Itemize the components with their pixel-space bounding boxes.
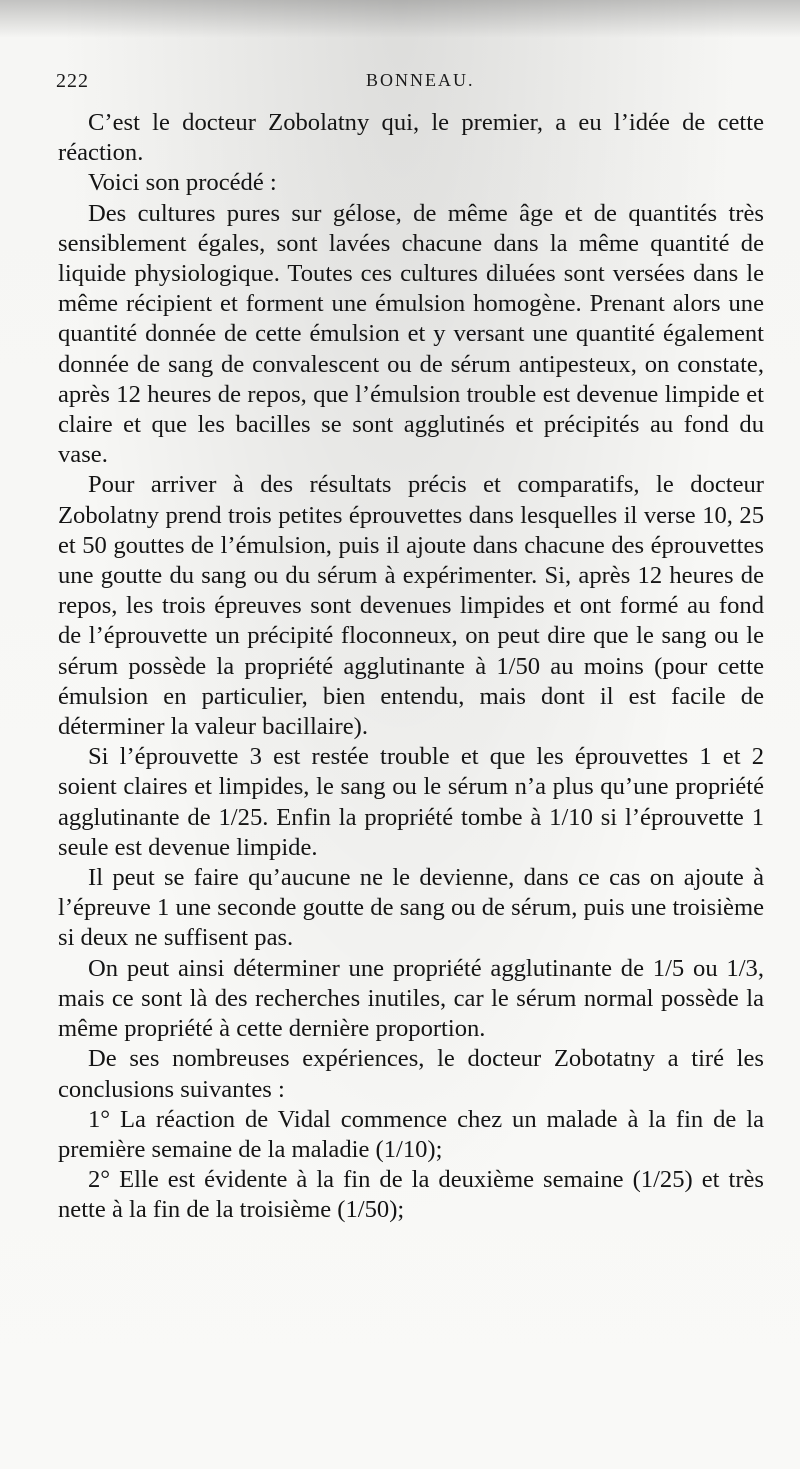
page-header (56, 70, 756, 100)
paragraph: Voici son procédé : (88, 169, 277, 197)
list-item: 2° Elle est évidente à la fin de la deuxième semaine (1/25) et très nette à la fin de la troisième (1/50); (58, 1166, 764, 1224)
list-item: 1° La réaction de Vidal commence chez un malade à la fin de la première semaine de la maladie (1/10); (58, 1105, 764, 1163)
body-text (58, 108, 764, 1226)
paragraph: De ses nombreuses expériences, le docteur Zobotatny a tiré les conclusions suivantes : (58, 1045, 764, 1103)
paragraph: Si l’éprouvette 3 est restée trouble et que les éprouvettes 1 et 2 soient claires et limpides, le sang ou le sérum n’a plus qu’une propriété agglutinante de 1/25. Enfin la propriété tombe à 1/10 si l’éprouvette 1 seule est devenue limpide. (58, 743, 764, 861)
paragraph: C’est le docteur Zobolatny qui, le premier, a eu l’idée de cette réaction. (58, 109, 764, 167)
paragraph: Il peut se faire qu’aucune ne le devienne, dans ce cas on ajoute à l’épreuve 1 une seconde goutte de sang ou de sérum, puis une troisième si deux ne suffisent pas. (58, 864, 764, 952)
page-number: 222 (56, 70, 89, 92)
paragraph: Des cultures pures sur gélose, de même âge et de quantités très sensiblement égales, sont lavées chacune dans la même quantité de liquide physiologique. Toutes ces cultures diluées sont versées dans le même récipient et forment une émulsion homogène. Prenant alors une quantité donnée de cette émulsion et y versant une quantité également donnée de sang de convalescent ou de sérum antipesteux, on constate, après 12 heures de repos, que l’émulsion trouble est devenue limpide et claire et que les bacilles se sont agglutinés et précipités au fond du vase. (58, 199, 764, 469)
paragraph: On peut ainsi déterminer une propriété agglutinante de 1/5 ou 1/3, mais ce sont là des recherches inutiles, car le sérum normal possède la même propriété à cette dernière proportion. (58, 954, 764, 1043)
page-edge-shadow (0, 0, 800, 38)
running-head: BONNEAU. (366, 70, 475, 90)
paragraph: Pour arriver à des résultats précis et comparatifs, le docteur Zobolatny prend trois petites éprouvettes dans lesquelles il verse 10, 25 et 50 gouttes de l’émulsion, puis il ajoute dans chacune des éprouvettes une goutte du sang ou du sérum à expérimenter. Si, après 12 heures de repos, les trois épreuves sont devenues limpides et ont formé au fond de l’éprouvette un précipité floconneux, on peut dire que le sang ou le sérum possède la propriété agglutinante à 1/50 au moins (pour cette émulsion en particulier, bien entendu, mais dont il est facile de déterminer la valeur bacillaire). (58, 471, 764, 741)
